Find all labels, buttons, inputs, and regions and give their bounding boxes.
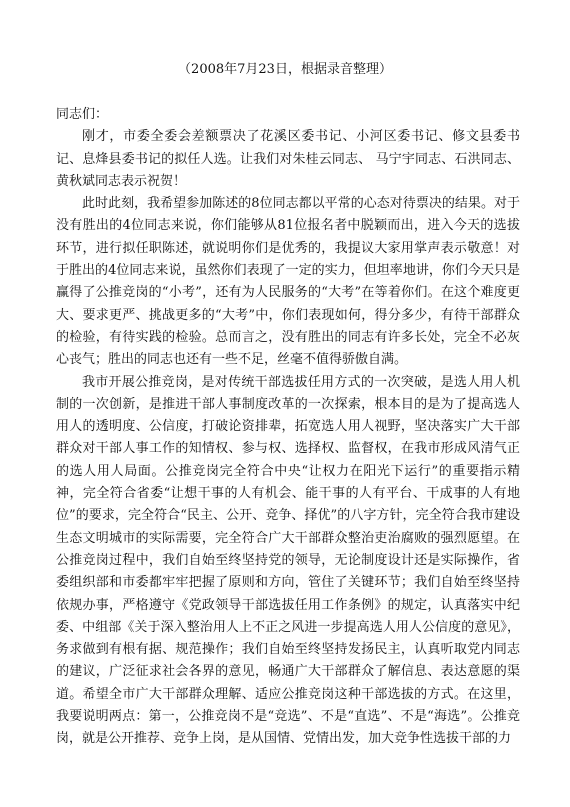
greeting-line: 同志们： xyxy=(56,107,109,122)
paragraph-attitude: 此时此刻，我希望参加陈述的8位同志都以平常的心态对待票决的结果。对于没有胜出的4位同志来说，你们能够从81位报名者中脱颖而出，进入今天的选拔环节，进行拟任职陈述，就说明你们是优秀的，我提议大家用掌声表示敬意！对于胜出的4位同志来说，虽然你们表现了一定的实力，但坦率地讲，你们今天只是赢得了公推竞岗的“小考”，还有为人民服务的“大考”在等着你们。在这个难度更大、要求更严、挑战更多的“大考”中，你们表现如何，得分多少，有待干部群众的检验，有待实践的检验。总而言之，没有胜出的同志有许多长处，完全不必灰心丧气；胜出的同志也还有一些不足，丝毫不值得骄傲自满。 xyxy=(56,196,520,368)
paragraph-reform: 我市开展公推竞岗，是对传统干部选拔任用方式的一次突破，是选人用人机制的一次创新，是推进干部人事制度改革的一次探索，根本目的是为了提高选人用人的透明度、公信度，打破论资排辈，拓宽选人用人视野，坚决落实广大干部群众对干部人事工作的知情权、参与权、选择权、监督权，在我市形成风清气正的选人用人局面。公推竞岗完全符合中央“让权力在阳光下运行”的重要指示精神，完全符合省委“让想干事的人有机会、能干事的人有平台、干成事的人有地位”的要求，完全符合“民主、公开、竞争、择优”的八字方针，完全符合我市建设生态文明城市的实际需要，完全符合广大干部群众整治吏治腐败的强烈愿望。在公推竞岗过程中，我们自始至终坚持党的领导，无论制度设计还是实际操作，省委组织部和市委都牢牢把握了原则和方向，管住了关键环节；我们自始至终坚持依规办事，严格遵守《党政领导干部选拔任用工作条例》的规定，认真落实中纪委、中组部《关于深入整治用人上不正之风进一步提高选人用人公信度的意见》，务求做到有根有据、规范操作；我们自始至终坚持发扬民主，认真听取党内同志的建议，广泛征求社会各界的意见，畅通广大干部群众了解信息、表达意愿的渠道。希望全市广大干部群众理解、适应公推竞岗这种干部选拔的方式。在这里，我要说明两点：第一，公推竞岗不是“竞选”、不是“直选”、不是“海选”。公推竞岗，就是公开推荐、竞争上岗，是从国情、党情出发，加大竞争性选拔干部的力 xyxy=(56,374,520,747)
paragraph-congratulations: 刚才，市委全委会差额票决了花溪区委书记、小河区委书记、修文县委书记、息烽县委书记的拟任人选。让我们对朱桂云同志、 马宁宇同志、石洪同志、黄秋斌同志表示祝贺！ xyxy=(56,129,520,189)
document-body xyxy=(56,104,520,751)
document-subtitle: （2008年7月23日，根据录音整理） xyxy=(178,62,392,77)
